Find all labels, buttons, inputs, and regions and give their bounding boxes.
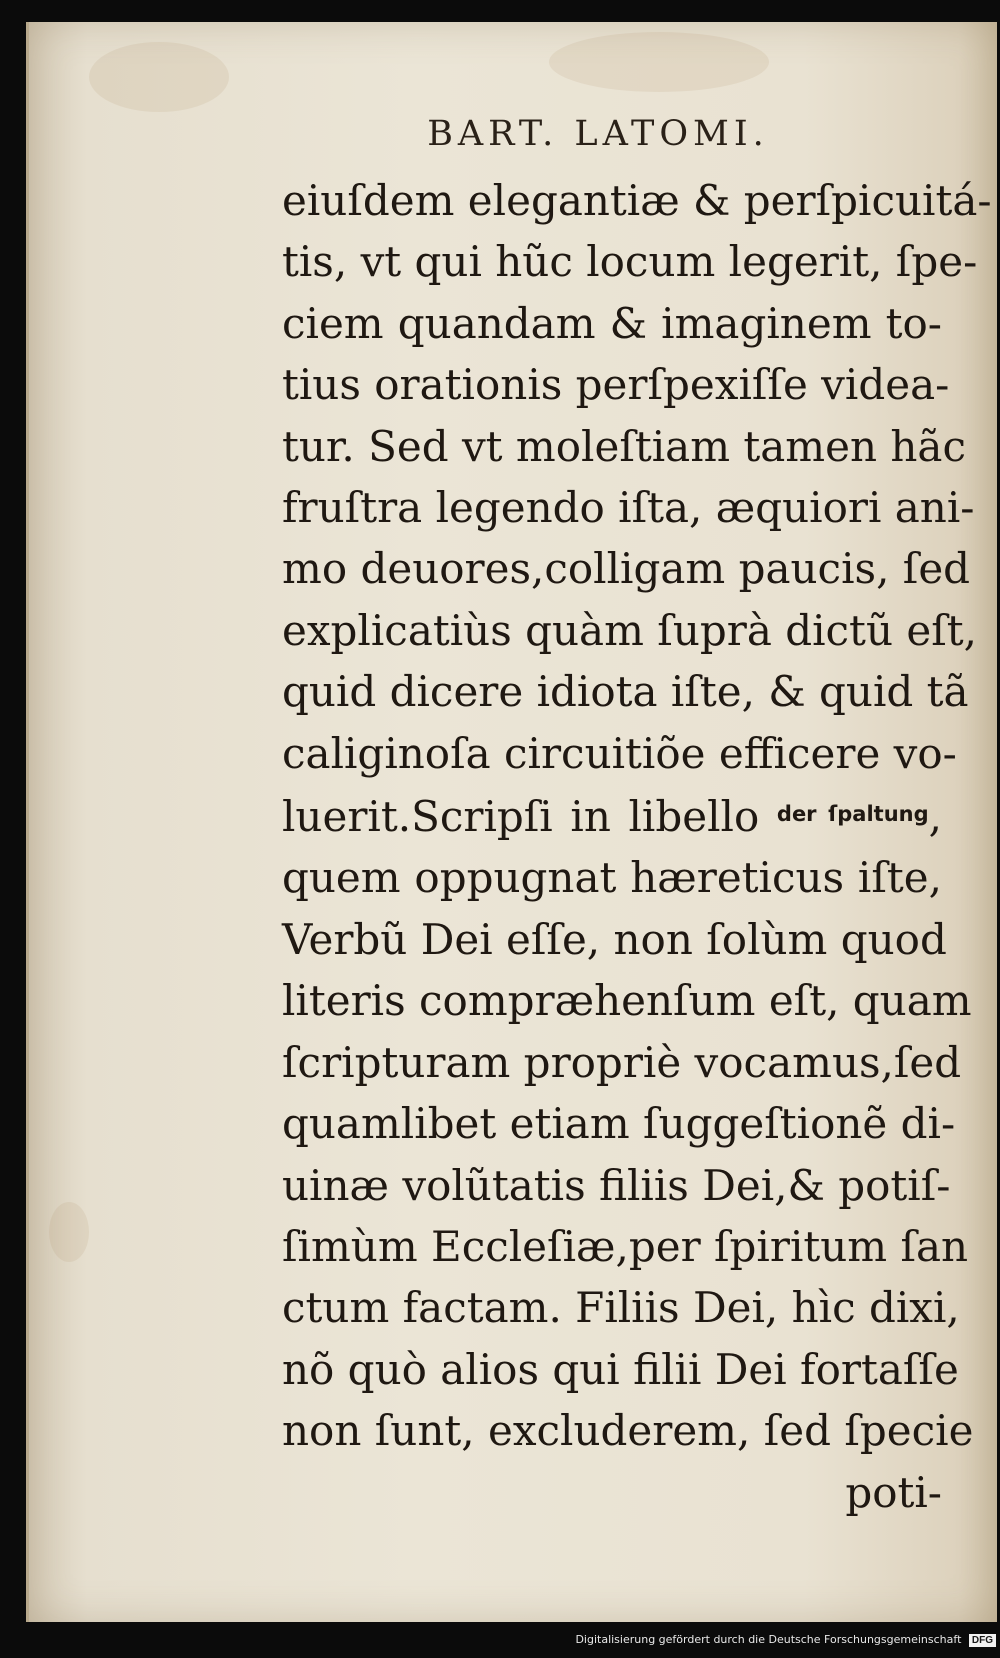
page-stain bbox=[89, 42, 229, 112]
text-segment: , bbox=[928, 792, 943, 842]
text-line: tur. Sed vt moleſtiam tamen hãc bbox=[282, 421, 966, 471]
text-line: caliginoſa circuitiõe efficere vo- bbox=[282, 728, 957, 778]
text-line: ſimùm Eccleſiæ,per ſpiritum ſan bbox=[282, 1221, 969, 1271]
text-line: tius orationis perſpexiſſe videa- bbox=[282, 360, 950, 410]
text-line: nõ quò alios qui filii Dei fortaſſe bbox=[282, 1344, 959, 1394]
page-stain bbox=[549, 32, 769, 92]
text-line: uinæ volũtatis filiis Dei,& potiſ- bbox=[282, 1160, 951, 1210]
book-page bbox=[26, 22, 997, 1622]
text-line: fruſtra legendo iſta, æquiori ani- bbox=[282, 483, 975, 533]
text-line: eiuſdem elegantiæ & perſpicuitá- bbox=[282, 176, 992, 225]
page-stain bbox=[49, 1202, 89, 1262]
text-line-mixed bbox=[282, 784, 942, 847]
text-line: literis compræhenſum eſt, quam bbox=[282, 976, 972, 1026]
text-line: ctum factam. Filiis Dei, hìc dixi, bbox=[282, 1283, 960, 1333]
text-line: Verbũ Dei eſſe, non ſolùm quod bbox=[282, 914, 947, 964]
text-line: ſcripturam propriè vocamus,ſed bbox=[282, 1037, 962, 1087]
dfg-logo: DFG bbox=[969, 1634, 996, 1647]
text-line: explicatiùs quàm ſuprà dictũ eſt, bbox=[282, 605, 977, 655]
text-line: non ſunt, excluderem, ſed ſpecie bbox=[282, 1406, 974, 1456]
funding-credit: Digitalisierung gefördert durch die Deutsche Forschungsgemeinschaft bbox=[575, 1633, 962, 1646]
text-line: quid dicere idiota iſte, & quid tã bbox=[282, 667, 969, 717]
catchword: poti- bbox=[845, 1467, 942, 1517]
running-head: BART. LATOMI. bbox=[427, 114, 769, 154]
german-insert: der ſpaltung bbox=[776, 802, 929, 827]
footer-credit bbox=[0, 1628, 1000, 1652]
text-line: ciem quandam & imaginem to- bbox=[282, 298, 942, 348]
text-line: mo deuores,colligam paucis, ſed bbox=[282, 544, 971, 594]
text-segment: luerit.Scripſi in libello bbox=[282, 792, 777, 842]
page-text bbox=[282, 170, 992, 1523]
text-line: quem oppugnat hæreticus iſte, bbox=[282, 853, 942, 903]
text-line: tis, vt qui hũc locum legerit, ſpe- bbox=[282, 237, 978, 287]
text-line: quamlibet etiam ſuggeſtionẽ di- bbox=[282, 1099, 956, 1149]
